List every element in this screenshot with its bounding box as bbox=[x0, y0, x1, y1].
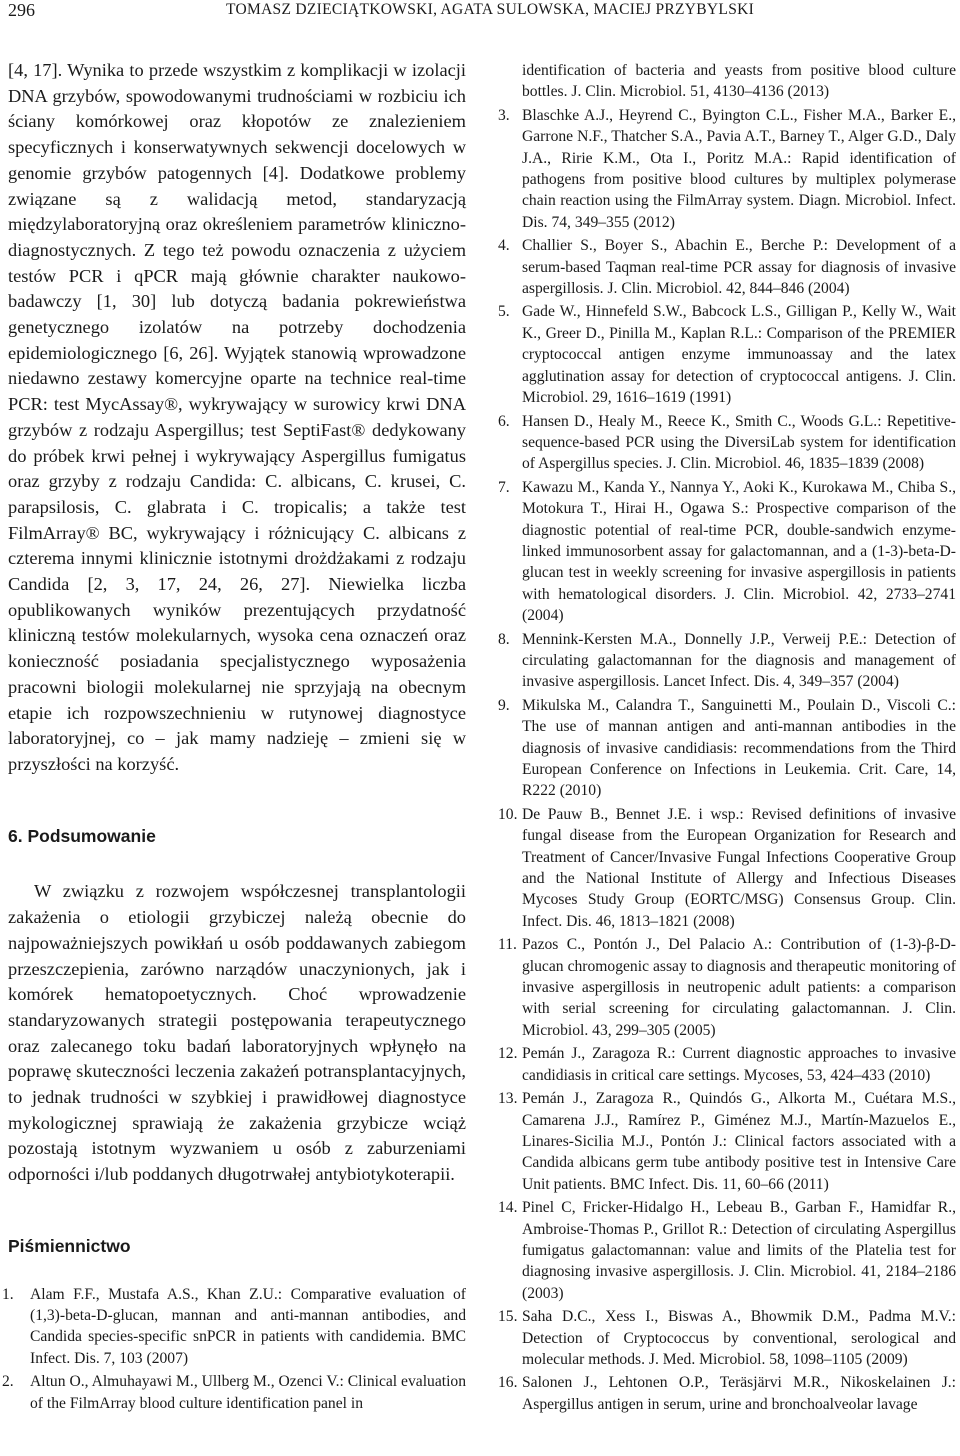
reference-number: 16. bbox=[498, 1374, 518, 1392]
reference-text: Kawazu M., Kanda Y., Nannya Y., Aoki K., Kurokawa M., Chiba S., Motokura T., Hirai H., Ogawa S.: Prospective comparison of the diagnostic potential of real-time PCR, double-sandwich enzyme-linked immunosorbent assay for galactomannan, and a (1-3)-beta-D-glucan test in weekly screening for invasive aspergillosis in patients with hematological disorders. J. Clin. Microbiol. 42, 2733–2741 (2004) bbox=[522, 478, 956, 625]
reference-item bbox=[498, 411, 956, 475]
page-number: 296 bbox=[8, 0, 35, 20]
reference-text: Salonen J., Lehtonen O.P., Teräsjärvi M.R., Nikoskelainen J.: Aspergillus antigen in serum, urine and bronchoalveolar lavage bbox=[522, 1374, 956, 1413]
reference-item bbox=[498, 1088, 956, 1195]
reference-text: Pemán J., Zaragoza R.: Current diagnostic approaches to invasive candidiasis in critical care settings. Mycoses, 53, 424–433 (2010) bbox=[522, 1045, 956, 1084]
reference-number: 6. bbox=[498, 412, 510, 430]
reference-number: 12. bbox=[498, 1045, 518, 1063]
reference-text: Saha D.C., Xess I., Biswas A., Bhowmik D.M., Padma M.V.: Detection of Cryptococcus by conventional, serological and molecular methods. J. Med. Microbiol. 58, 1098–1105 (2009) bbox=[522, 1308, 956, 1368]
reference-item bbox=[498, 301, 956, 408]
running-head-authors: TOMASZ DZIECIĄTKOWSKI, AGATA SULOWSKA, MACIEJ PRZYBYLSKI bbox=[226, 1, 755, 18]
reference-item bbox=[498, 934, 956, 1041]
reference-number: 2. bbox=[2, 1373, 14, 1391]
reference-number: 10. bbox=[498, 805, 518, 823]
references-heading: Piśmiennictwo bbox=[8, 1235, 131, 1256]
reference-item bbox=[498, 235, 956, 299]
reference-text: Hansen D., Healy M., Reece K., Smith C., Woods G.L.: Repetitive-sequence-based PCR using the DiversiLab system for identification of Aspergillus species. J. Clin. Microbiol. 46, 1835–1839 (2008) bbox=[522, 412, 956, 473]
reference-item bbox=[2, 1371, 466, 1414]
reference-item bbox=[2, 1284, 466, 1370]
reference-text: Gade W., Hinnefeld S.W., Babcock L.S., Gilligan P., Kelly W., Wait K., Greer D., Pinilla M., Kaplan R.L.: Comparison of the PREMIER cryptococcal antigen enzyme immunoassay and the latex agglutination assay for detection of cryptococcal antigens. J. Clin. Microbiol. 29, 1616–1619 (1991) bbox=[522, 303, 956, 407]
reference-number: 9. bbox=[498, 696, 510, 714]
reference-number: 5. bbox=[498, 303, 510, 321]
reference-item bbox=[498, 629, 956, 693]
reference-text: Mikulska M., Calandra T., Sanguinetti M., Poulain D., Viscoli C.: The use of mannan antigen and anti-mannan antibodies in the diagnosis of invasive candidiasis: recommendations from the Third European Conference on Infections in Leukemia. Crit. Care, 14, R222 (2010) bbox=[522, 696, 956, 800]
reference-number: 1. bbox=[2, 1285, 14, 1303]
reference-list-left bbox=[2, 1284, 466, 1414]
page-header bbox=[8, 0, 950, 30]
reference-item bbox=[498, 1372, 956, 1415]
reference-text: Pemán J., Zaragoza R., Quindós G., Alkorta M., Cuétara M.S., Camarena J.J., Ramírez P., Giménez M.J., Martín-Mazuelos E., Linares-Sicilia M.J., Pontón J.: Clinical factors associated with a Candida albicans germ tube antibody positive test in Intensive Care Unit patients. BMC Infect. Dis. 11, 60–66 (2011) bbox=[522, 1090, 956, 1193]
body-paragraph: [4, 17]. Wynika to przede wszystkim z komplikacji w izolacji DNA grzybów, spowodowanymi trudnościami w rozbiciu ich ściany komórkowej oraz kłopotów ze znalezieniem specyficznych i konserwatywnych sekwencji docelowych w genomie grzybów patogennych [4]. Dodatkowe problemy związane są z walidacją metod, standaryzacją międzylaboratoryjną oraz określeniem parametrów kliniczno-diagnostycznych. Z tego też powodu oznaczenia z użyciem testów PCR i qPCR mają głównie charakter naukowo-badawczy [1, 30] lub dotyczą badania pokrewieństwa genetycznego izolatów na potrzeby dochodzenia epidemiologicznego [6, 26]. Wyjątek stanowią wprowadzone niedawno zestawy komercyjne oparte na technice real-time PCR: test MycAssay®, wykrywający w surowicy krwi DNA grzybów z rodzaju Aspergillus; test SeptiFast® dedykowany do próbek krwi pełnej i wykrywający Aspergillus fumigatus oraz grzyby z rodzaju Candida: C. albicans, C. krusei, C. parapsilosis, C. glabrata i C. tropicalis; a także test FilmArray® BC, wykrywający i różnicujący C. albicans z czterema innymi klinicznie istotnymi drożdżakami z rodzaju Candida [2, 3, 17, 24, 26, 27]. Niewielka liczba opublikowanych wyników prezentujących przydatność kliniczną testów molekularnych, wysoka cena oznaczeń oraz konieczność posiadania specjalistycznego wyposażenia pracowni biologii molekularnej nie sprzyjają na obecnym etapie ich rozpowszechnieniu w rutynowej diagnostyce laboratoryjnej, co – jak mamy nadzieję – zmieni się w przyszłości na korzyść. bbox=[8, 60, 466, 774]
reference-number: 14. bbox=[498, 1199, 518, 1217]
reference-item bbox=[498, 1197, 956, 1304]
reference-item bbox=[498, 477, 956, 627]
body-paragraph: W związku z rozwojem współczesnej transplantologii zakażenia o etiologii grzybiczej należą obecnie do najpoważniejszych powikłań u osób poddawanych zabiegom przeszczepienia, zarówno narządów unaczynionych, jak i komórek hematopoetycznych. Choć wprowadzenie standaryzowanych strategii postępowania terapeutycznego oraz zalecanego toku badań laboratoryjnych wpłynęło na poprawę skuteczności leczenia zakażeń potransplantacyjnych, to jednak trudności w szybkiej i prawidłowej diagnostyce mykologicznej sprawiają że zakażenia grzybicze wciąż pozostają istotnym wyzwaniem u osób z zaburzeniami odporności i/lub poddanych długotrwałej antybiotykoterapii. bbox=[8, 881, 466, 1185]
reference-item bbox=[498, 1043, 956, 1086]
reference-text: Alam F.F., Mustafa A.S., Khan Z.U.: Comparative evaluation of (1,3)-beta-D-glucan, mannan and anti-mannan antibodies, and Candida species-specific snPCR in patients with candidemia. BMC Infect. Dis. 7, 103 (2007) bbox=[30, 1285, 466, 1367]
section-heading: 6. Podsumowanie bbox=[8, 825, 156, 846]
reference-item bbox=[498, 105, 956, 233]
reference-text: Challier S., Boyer S., Abachin E., Berche P.: Development of a serum-based Taqman real-time PCR assay for diagnosis of invasive aspergillosis. J. Clin. Microbiol. 42, 844–846 (2004) bbox=[522, 237, 956, 298]
reference-text: Mennink-Kersten M.A., Donnelly J.P., Verweij P.E.: Detection of circulating galactomannan for the diagnosis and management of invasive aspergillosis. Lancet Infect. Dis. 4, 349–357 (2004) bbox=[522, 630, 956, 691]
reference-number: 3. bbox=[498, 106, 510, 124]
reference-item bbox=[498, 1306, 956, 1370]
reference-number: 7. bbox=[498, 478, 510, 496]
reference-text: Blaschke A.J., Heyrend C., Byington C.L., Fisher M.A., Barker E., Garrone N.F., Thatcher S.A., Pavia A.T., Barney T., Alger G.D., Daly J.A., Ririe K.M., Ota I., Poritz M.A.: Rapid identification of pathogens from positive blood cultures by multiplex polymerase chain reaction using the FilmArray system. Diagn. Microbiol. Infect. Dis. 74, 349–355 (2012) bbox=[522, 106, 956, 231]
reference-number: 8. bbox=[498, 630, 510, 648]
reference-text: Altun O., Almuhayawi M., Ullberg M., Ozenci V.: Clinical evaluation of the FilmArray blood culture identification panel in bbox=[30, 1373, 466, 1412]
reference-item bbox=[498, 695, 956, 802]
reference-text: Pinel C, Fricker-Hidalgo H., Lebeau B., Garban F., Hamidfar R., Ambroise-Thomas P., Grillot R.: Detection of circulating Aspergillus fumigatus galactomannan: value and limits of the Platelia test for diagnosing invasive aspergillosis. J. Clin. Microbiol. 41, 2184–2186 (2003) bbox=[522, 1199, 956, 1302]
left-column bbox=[2, 58, 466, 1416]
reference-number: 11. bbox=[498, 936, 517, 954]
right-column-references bbox=[498, 60, 956, 1417]
reference-text: Pazos C., Pontón J., Del Palacio A.: Contribution of (1-3)-β-D-glucan chromogenic assay to diagnosis and therapeutic monitoring of invasive aspergillosis in neutropenic adult patients: a comparison with serial screening for circulating galactomannan. J. Clin. Microbiol. 43, 299–305 (2005) bbox=[522, 936, 956, 1039]
reference-text: De Pauw B., Bennet J.E. i wsp.: Revised definitions of invasive fungal disease from the European Organization for Research and Treatment of Cancer/Invasive Fungal Infections Cooperative Group and the National Institute of Allergy and Infectious Diseases Mycoses Study Group (EORTC/MSG) Consensus Group. Clin. Infect. Dis. 46, 1813–1821 (2008) bbox=[522, 805, 956, 930]
reference-number: 4. bbox=[498, 237, 510, 255]
reference-number: 13. bbox=[498, 1090, 518, 1108]
reference-number: 15. bbox=[498, 1308, 518, 1326]
reference-item bbox=[498, 804, 956, 932]
reference-continuation: identification of bacteria and yeasts from positive blood culture bottles. J. Clin. Microbiol. 51, 4130–4136 (2013) bbox=[522, 62, 956, 101]
